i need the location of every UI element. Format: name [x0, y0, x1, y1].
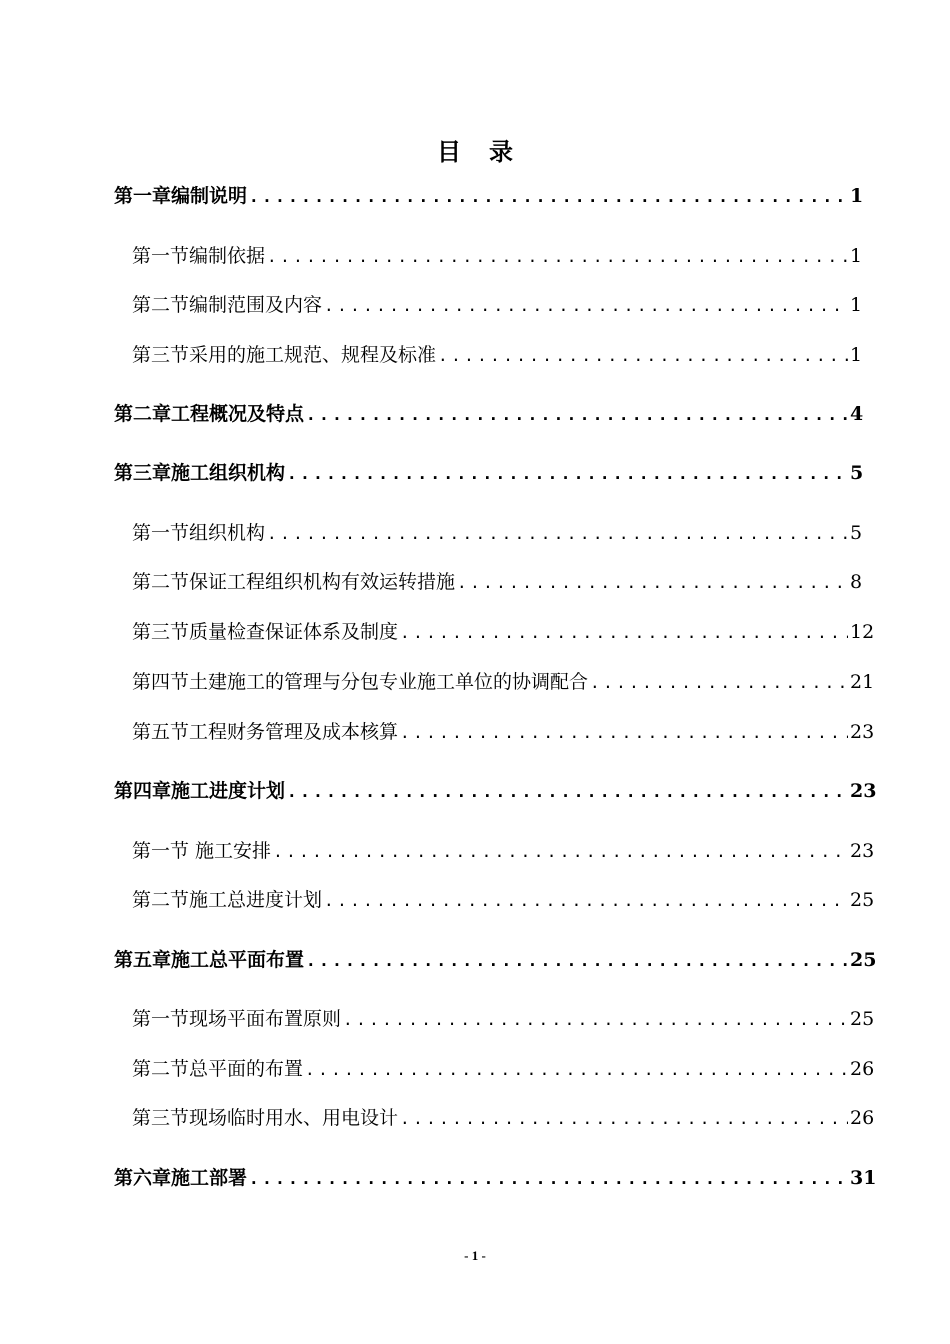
toc-entry-section[interactable]	[132, 566, 863, 598]
toc-page-number: 25	[850, 949, 877, 971]
toc-entry-label: 第一节	[132, 1008, 190, 1030]
toc-entry-title: 现场临时用水、用电设计	[189, 1107, 399, 1129]
toc-entry-title: 编制说明	[171, 185, 248, 207]
toc-entry-label: 第一节	[132, 840, 190, 862]
toc-page-number: 5	[850, 522, 863, 544]
toc-dot-leader	[249, 1163, 848, 1195]
toc-entry-title: 土建施工的管理与分包专业施工单位的协调配合	[189, 671, 589, 693]
toc-entry-title: 施工总进度计划	[189, 889, 323, 911]
toc-dot-leader	[438, 340, 848, 372]
toc-page-number: 23	[850, 840, 875, 862]
toc-entry-section[interactable]	[132, 835, 875, 867]
toc-dot-leader	[324, 290, 848, 322]
toc-dot-leader	[273, 836, 848, 868]
toc-page-number: 1	[850, 344, 863, 366]
toc-entry-label: 第三章	[114, 462, 172, 484]
toc-entry-chapter-1[interactable]	[114, 180, 864, 212]
toc-entry-title: 施工进度计划	[171, 780, 286, 802]
toc-entry-title: 保证工程组织机构有效运转措施	[189, 571, 456, 593]
toc-entry-title: 采用的施工规范、规程及标准	[189, 344, 437, 366]
toc-entry-section[interactable]	[132, 884, 875, 916]
toc-page-number: 25	[850, 889, 875, 911]
toc-entry-section[interactable]	[132, 289, 863, 321]
toc-entry-title: 工程财务管理及成本核算	[189, 721, 399, 743]
toc-entry-title: 编制范围及内容	[189, 294, 323, 316]
toc-page-number: 8	[850, 571, 863, 593]
toc-page-number: 12	[850, 621, 875, 643]
toc-page-number: 21	[850, 671, 875, 693]
toc-page-number: 5	[850, 462, 864, 484]
toc-entry-title: 组织机构	[189, 522, 266, 544]
toc-page-number: 1	[850, 294, 863, 316]
toc-entry-label: 第五节	[132, 721, 190, 743]
toc-entry-label: 第四节	[132, 671, 190, 693]
page-title: 目录	[437, 137, 541, 167]
toc-entry-title: 施工组织机构	[171, 462, 286, 484]
toc-entry-chapter-4[interactable]	[114, 775, 877, 807]
toc-dot-leader	[590, 667, 848, 699]
toc-dot-leader	[287, 458, 848, 490]
toc-page-number: 1	[850, 185, 864, 207]
toc-dot-leader	[400, 617, 848, 649]
toc-entry-section[interactable]	[132, 339, 863, 371]
toc-entry-section[interactable]	[132, 1003, 875, 1035]
toc-entry-section[interactable]	[132, 1102, 875, 1134]
toc-page-number: 4	[850, 403, 864, 425]
toc-entry-title: 现场平面布置原则	[189, 1008, 342, 1030]
toc-page-number: 25	[850, 1008, 875, 1030]
toc-page-number: 31	[850, 1167, 877, 1189]
toc-dot-leader	[287, 776, 848, 808]
toc-dot-leader	[267, 241, 848, 273]
toc-entry-title: 工程概况及特点	[171, 403, 305, 425]
toc-entry-label: 第一节	[132, 522, 190, 544]
toc-page-number: 26	[850, 1058, 875, 1080]
toc-entry-label: 第二节	[132, 889, 190, 911]
toc-entry-label: 第五章	[114, 949, 172, 971]
toc-entry-label: 第二节	[132, 294, 190, 316]
toc-entry-title: 编制依据	[189, 245, 266, 267]
toc-dot-leader	[249, 181, 848, 213]
toc-entry-label: 第三节	[132, 621, 190, 643]
toc-page-number: 23	[850, 780, 877, 802]
toc-entry-label: 第二节	[132, 571, 190, 593]
toc-entry-title: 总平面的布置	[189, 1058, 304, 1080]
toc-page-number: 1	[850, 245, 863, 267]
toc-dot-leader	[306, 399, 848, 431]
toc-entry-section[interactable]	[132, 517, 863, 549]
toc-entry-chapter-6[interactable]	[114, 1162, 877, 1194]
toc-entry-chapter-3[interactable]	[114, 457, 864, 489]
toc-entry-chapter-5[interactable]	[114, 944, 877, 976]
toc-entry-section[interactable]	[132, 666, 875, 698]
toc-dot-leader	[306, 945, 848, 977]
toc-entry-label: 第三节	[132, 344, 190, 366]
toc-entry-label: 第一节	[132, 245, 190, 267]
toc-dot-leader	[457, 567, 848, 599]
toc-entry-title: 质量检查保证体系及制度	[189, 621, 399, 643]
toc-dot-leader	[267, 518, 848, 550]
toc-entry-section[interactable]	[132, 240, 863, 272]
toc-entry-section[interactable]	[132, 1053, 875, 1085]
toc-entry-label: 第三节	[132, 1107, 190, 1129]
toc-entry-section[interactable]	[132, 716, 875, 748]
toc-entry-label: 第一章	[114, 185, 172, 207]
toc-entry-label: 第四章	[114, 780, 172, 802]
page-number-footer: - 1 -	[464, 1248, 486, 1263]
toc-page-number: 26	[850, 1107, 875, 1129]
toc-entry-label: 第六章	[114, 1167, 172, 1189]
toc-entry-title: 施工总平面布置	[171, 949, 305, 971]
toc-entry-label: 第二章	[114, 403, 172, 425]
toc-entry-chapter-2[interactable]	[114, 398, 864, 430]
toc-page-number: 23	[850, 721, 875, 743]
toc-entry-label: 第二节	[132, 1058, 190, 1080]
toc-dot-leader	[305, 1054, 848, 1086]
toc-dot-leader	[343, 1004, 848, 1036]
toc-dot-leader	[400, 1103, 848, 1135]
toc-dot-leader	[324, 885, 848, 917]
toc-entry-section[interactable]	[132, 616, 875, 648]
toc-dot-leader	[400, 717, 848, 749]
toc-entry-title: 施工安排	[189, 840, 272, 862]
toc-entry-title: 施工部署	[171, 1167, 248, 1189]
